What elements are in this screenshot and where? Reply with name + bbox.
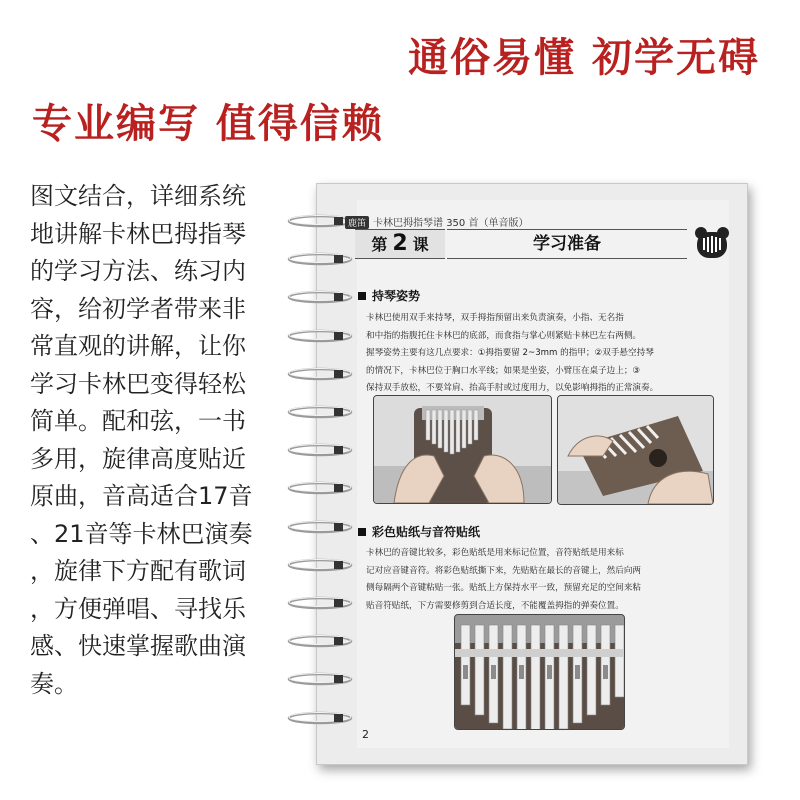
description-line: 奏。 bbox=[30, 669, 78, 698]
section-stickers-text bbox=[366, 545, 726, 615]
description-line: 简单。配和弦，一书 bbox=[30, 407, 246, 435]
text-line: 贴音符贴纸，下方需要修剪到合适长度，不能覆盖拇指的弹奏位置。 bbox=[366, 600, 624, 611]
section-title-stickers: 彩色贴纸与音符贴纸 bbox=[358, 523, 480, 540]
lesson-prefix: 第 bbox=[371, 235, 388, 254]
text-line: 卡林巴的音键比较多，彩色贴纸是用来标记位置，音符贴纸是用来标 bbox=[366, 548, 624, 558]
spiral-ring bbox=[286, 290, 354, 304]
section-holding-text bbox=[366, 310, 726, 398]
spiral-ring bbox=[286, 558, 354, 572]
kalimba-icon bbox=[694, 226, 730, 260]
text-line: 保持双手放松，不要耸肩、抬高手肘或过度用力，以免影响拇指的正常演奏。 bbox=[366, 383, 659, 393]
series-header bbox=[345, 214, 528, 229]
description-line: 图文结合，详细系统 bbox=[30, 182, 246, 210]
description-text bbox=[30, 178, 270, 703]
headline-top: 通俗易懂 初学无碍 bbox=[408, 35, 760, 81]
photo-holding-side bbox=[557, 395, 714, 505]
description-line: ，方便弹唱、寻找乐 bbox=[30, 594, 246, 623]
spiral-ring bbox=[286, 443, 354, 457]
spiral-ring bbox=[286, 405, 354, 419]
text-line: 记对应音键音符。将彩色贴纸撕下来，先贴贴在最长的音键上，然后向两 bbox=[366, 565, 642, 576]
spiral-ring bbox=[286, 481, 354, 495]
lesson-number-box bbox=[355, 229, 445, 259]
spiral-ring bbox=[286, 711, 354, 725]
series-logo: 鹿笛 bbox=[345, 216, 369, 229]
description-line: 感、快速掌握歌曲演 bbox=[30, 632, 246, 660]
lesson-header bbox=[355, 229, 730, 257]
lesson-number: 2 bbox=[392, 231, 408, 256]
text-line: 和中指的指腹托住卡林巴的底部，而食指与掌心则紧贴卡林巴左右两侧。 bbox=[366, 330, 642, 341]
spiral-ring bbox=[286, 596, 354, 610]
lesson-title: 学习准备 bbox=[447, 229, 687, 259]
headline-second: 专业编写 值得信赖 bbox=[32, 101, 384, 147]
text-line: 卡林巴使用双手来持琴，双手拇指预留出来负责演奏，小指、无名指 bbox=[366, 313, 624, 323]
description-line: 多用，旋律高度贴近 bbox=[30, 444, 246, 473]
description-line: ，旋律下方配有歌词 bbox=[30, 557, 246, 585]
spiral-ring bbox=[286, 634, 354, 648]
spiral-binding bbox=[286, 214, 356, 734]
text-line: 的情况下，卡林巴位于胸口水平线；如果是坐姿，小臂压在桌子边上；③ bbox=[366, 365, 641, 376]
page-number: 2 bbox=[362, 728, 369, 741]
section-title-holding: 持琴姿势 bbox=[358, 287, 420, 304]
text-line: 握琴姿势主要有这几点要求：①拇指要留 2~3mm 的指甲；②双手悬空持琴 bbox=[366, 348, 654, 358]
description-line: 容，给初学者带来非 bbox=[30, 294, 246, 323]
series-title: 卡林巴拇指琴谱 350 首（单音版） bbox=[373, 218, 529, 229]
spiral-ring bbox=[286, 367, 354, 381]
lesson-suffix: 课 bbox=[412, 235, 429, 254]
photo-holding-front bbox=[373, 395, 552, 504]
spiral-ring bbox=[286, 672, 354, 686]
spiral-ring bbox=[286, 329, 354, 343]
description-line: 地讲解卡林巴拇指琴 bbox=[30, 219, 246, 248]
description-line: 常直观的讲解，让你 bbox=[30, 332, 246, 360]
spiral-ring bbox=[286, 520, 354, 534]
text-line: 侧每隔两个音键粘贴一张。贴纸上方保持水平一致，预留充足的空间来粘 bbox=[366, 583, 642, 593]
description-line: 学习卡林巴变得轻松 bbox=[30, 369, 246, 398]
description-line: 原曲，音高适合17音 bbox=[30, 482, 253, 510]
description-line: 的学习方法、练习内 bbox=[30, 257, 246, 285]
description-line: 、21音等卡林巴演奏 bbox=[30, 519, 253, 548]
spiral-ring bbox=[286, 214, 354, 228]
spiral-ring bbox=[286, 252, 354, 266]
photo-tines-stickers bbox=[454, 614, 625, 730]
